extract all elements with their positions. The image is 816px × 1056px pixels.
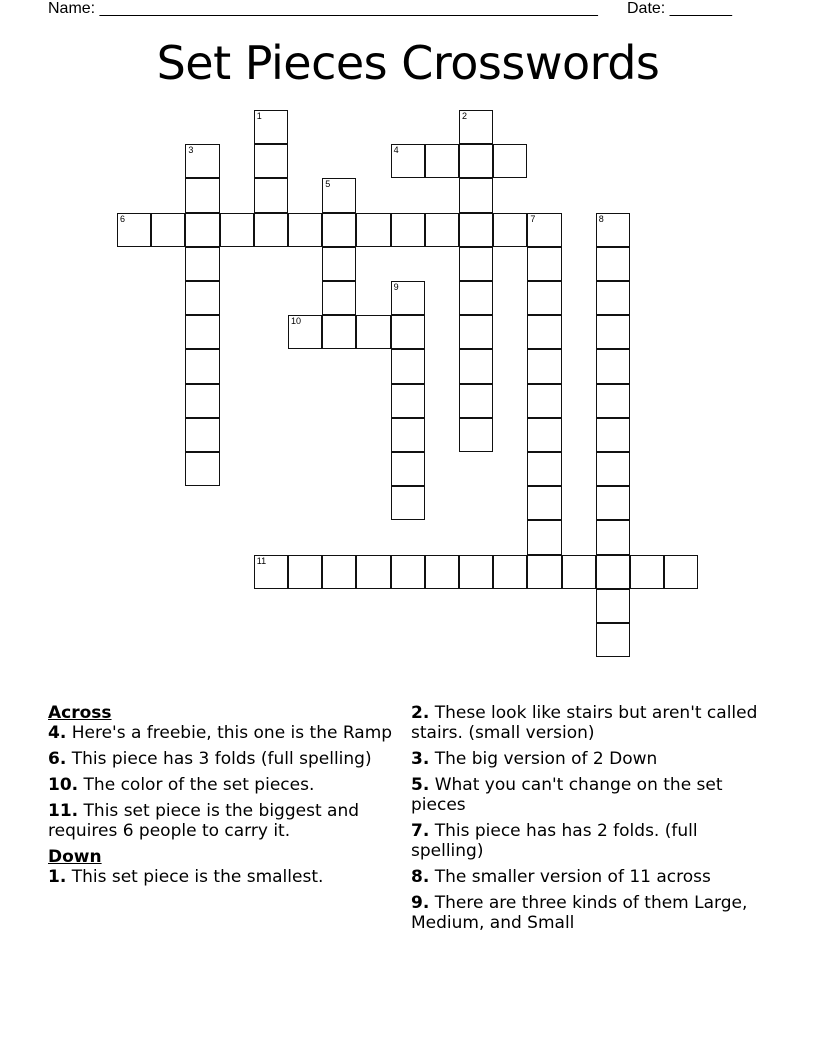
grid-cell[interactable]	[254, 178, 288, 212]
grid-cell[interactable]	[596, 486, 630, 520]
grid-cell[interactable]	[391, 349, 425, 383]
date-field[interactable]: Date: _______	[627, 0, 732, 17]
grid-cell[interactable]	[425, 555, 459, 589]
grid-cell[interactable]	[527, 281, 561, 315]
clue-down-5: 5. What you can't change on the set pieces	[411, 775, 723, 815]
grid-cell[interactable]	[425, 213, 459, 247]
name-field[interactable]: Name: ________________________________________________________	[48, 0, 598, 17]
grid-cell[interactable]	[596, 589, 630, 623]
clue-number: 3	[188, 145, 194, 156]
clue-number: 2	[462, 111, 468, 121]
clue-down-7: 7. This piece has has 2 folds. (full spelling)	[411, 821, 698, 861]
grid-cell[interactable]	[459, 110, 493, 144]
clue-down-3: 3. The big version of 2 Down	[411, 749, 658, 769]
clues-left-column	[48, 703, 398, 893]
grid-cell[interactable]	[151, 213, 185, 247]
grid-cell[interactable]	[185, 349, 219, 383]
clue-down-1: 1. This set piece is the smallest.	[48, 867, 324, 887]
grid-cell[interactable]	[459, 144, 493, 178]
grid-cell[interactable]	[562, 555, 596, 589]
grid-cell[interactable]	[185, 452, 219, 486]
clue-number: 8	[598, 213, 604, 224]
clue-across-6: 6. This piece has 3 folds (full spelling)	[48, 749, 372, 769]
clue-number: 11	[256, 555, 267, 566]
grid-cell[interactable]	[254, 213, 288, 247]
grid-cell[interactable]	[288, 315, 322, 349]
grid-cell[interactable]	[493, 144, 527, 178]
grid-cell[interactable]	[596, 623, 630, 657]
grid-cell[interactable]	[459, 349, 493, 383]
clue-number: 4	[393, 145, 399, 156]
grid-cell[interactable]	[185, 213, 219, 247]
clue-number: 6	[120, 213, 126, 224]
across-heading: Across	[48, 703, 112, 723]
grid-cell[interactable]	[254, 555, 288, 589]
grid-cell[interactable]	[596, 315, 630, 349]
grid-cell[interactable]	[596, 452, 630, 486]
grid-cell[interactable]	[459, 178, 493, 212]
grid-cell[interactable]	[322, 247, 356, 281]
grid-cell[interactable]	[288, 213, 322, 247]
clue-number: 10	[291, 316, 302, 327]
grid-cell[interactable]	[527, 520, 561, 554]
grid-cell[interactable]	[425, 144, 459, 178]
grid-cell[interactable]	[459, 315, 493, 349]
grid-cell[interactable]	[493, 213, 527, 247]
grid-cell[interactable]	[596, 349, 630, 383]
grid-cell[interactable]	[356, 213, 390, 247]
grid-cell[interactable]	[493, 555, 527, 589]
grid-cell[interactable]	[185, 144, 219, 178]
grid-cell[interactable]	[459, 555, 493, 589]
grid-cell[interactable]	[391, 315, 425, 349]
page-title: Set Pieces Crosswords	[156, 36, 660, 90]
clue-number: 7	[530, 213, 536, 224]
grid-cell[interactable]	[391, 418, 425, 452]
grid-cell[interactable]	[459, 418, 493, 452]
grid-cell[interactable]	[391, 213, 425, 247]
grid-cell[interactable]	[596, 384, 630, 418]
grid-cell[interactable]	[185, 247, 219, 281]
grid-cell[interactable]	[322, 555, 356, 589]
grid-cell[interactable]	[459, 384, 493, 418]
grid-cell[interactable]	[527, 213, 561, 247]
grid-cell[interactable]	[322, 213, 356, 247]
grid-cell[interactable]	[185, 281, 219, 315]
clue-across-11: 11. This set piece is the biggest and requires 6 people to carry it.	[48, 801, 360, 841]
grid-cell[interactable]	[117, 213, 151, 247]
clue-number: 9	[393, 282, 399, 292]
clues-right-column	[411, 703, 761, 939]
grid-cell[interactable]	[527, 452, 561, 486]
grid-cell[interactable]	[596, 418, 630, 452]
grid-cell[interactable]	[391, 281, 425, 315]
grid-cell[interactable]	[596, 213, 630, 247]
grid-cell[interactable]	[664, 555, 698, 589]
grid-cell[interactable]	[322, 178, 356, 212]
grid-cell[interactable]	[254, 110, 288, 144]
grid-cell[interactable]	[391, 452, 425, 486]
grid-cell[interactable]	[356, 555, 390, 589]
grid-cell[interactable]	[322, 315, 356, 349]
grid-cell[interactable]	[596, 247, 630, 281]
clue-down-8: 8. The smaller version of 11 across	[411, 867, 711, 887]
grid-cell[interactable]	[185, 315, 219, 349]
grid-cell[interactable]	[391, 555, 425, 589]
down-heading: Down	[48, 847, 102, 867]
clue-number: 5	[325, 179, 331, 190]
grid-cell[interactable]	[254, 144, 288, 178]
clue-down-2: 2. These look like stairs but aren't called stairs. (small version)	[411, 703, 758, 743]
clue-across-4: 4. Here's a freebie, this one is the Ramp	[48, 723, 393, 743]
clue-number: 1	[256, 111, 262, 121]
grid-cell[interactable]	[527, 486, 561, 520]
grid-cell[interactable]	[185, 418, 219, 452]
grid-cell[interactable]	[459, 247, 493, 281]
grid-cell[interactable]	[322, 281, 356, 315]
grid-cell[interactable]	[288, 555, 322, 589]
grid-cell[interactable]	[527, 315, 561, 349]
grid-cell[interactable]	[527, 349, 561, 383]
grid-cell[interactable]	[596, 281, 630, 315]
grid-cell[interactable]	[596, 555, 630, 589]
grid-cell[interactable]	[391, 486, 425, 520]
grid-cell[interactable]	[527, 384, 561, 418]
clue-down-9: 9. There are three kinds of them Large, Medium, and Small	[411, 893, 748, 933]
grid-cell[interactable]	[527, 555, 561, 589]
grid-cell[interactable]	[185, 384, 219, 418]
clue-across-10: 10. The color of the set pieces.	[48, 775, 315, 795]
grid-cell[interactable]	[459, 213, 493, 247]
grid-cell[interactable]	[527, 418, 561, 452]
grid-cell[interactable]	[356, 315, 390, 349]
grid-cell[interactable]	[596, 520, 630, 554]
grid-cell[interactable]	[391, 384, 425, 418]
grid-cell[interactable]	[630, 555, 664, 589]
grid-cell[interactable]	[527, 247, 561, 281]
grid-cell[interactable]	[459, 281, 493, 315]
grid-cell[interactable]	[220, 213, 254, 247]
grid-cell[interactable]	[391, 144, 425, 178]
grid-cell[interactable]	[185, 178, 219, 212]
